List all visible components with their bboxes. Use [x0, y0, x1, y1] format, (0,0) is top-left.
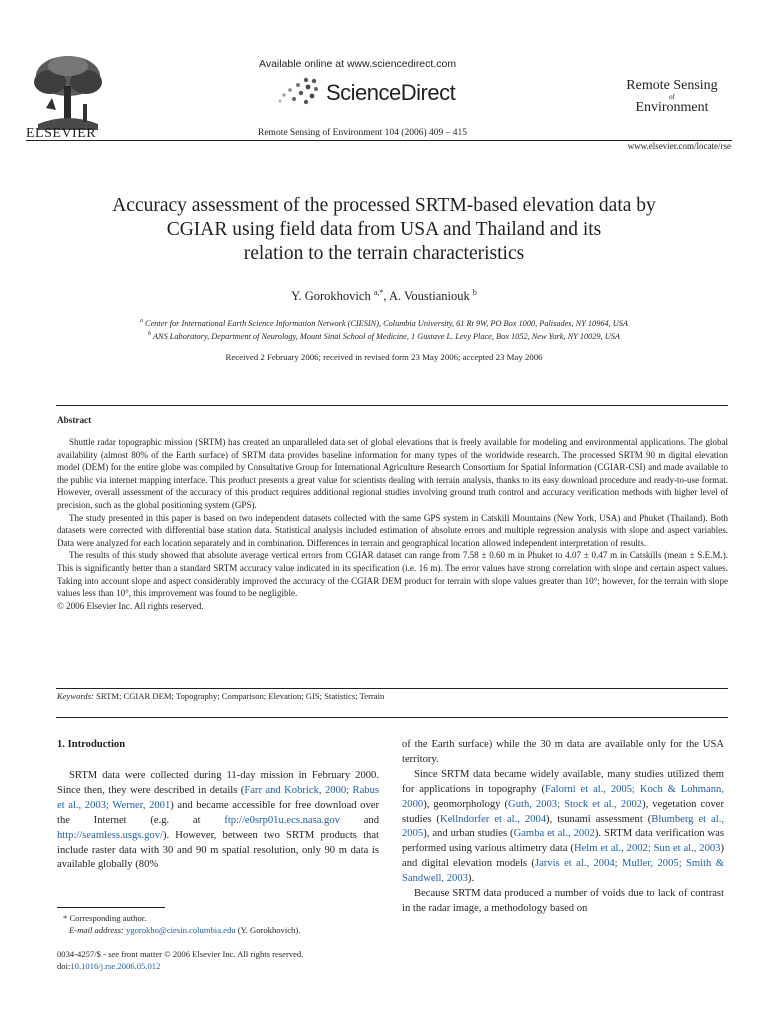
keywords-bottom-divider: [56, 717, 728, 718]
citation-link[interactable]: Farr and Kobrick, 2000; Rabus et al., 2003; Werner, 2001: [57, 784, 379, 811]
title-line: relation to the terrain characteristics: [243, 243, 525, 264]
footnote: [57, 912, 387, 936]
issn-line: 0034-4257/$ - see front matter © 2006 Elsevier Inc. All rights reserved.: [57, 949, 304, 959]
journal-logo-line2: Environment: [635, 100, 709, 115]
email-link[interactable]: ygorokho@ciesin.columbia.edu: [125, 925, 236, 935]
author-list: [60, 288, 708, 304]
affiliation-marker: a: [139, 318, 143, 324]
abstract-paragraph: The results of this study showed that absolute average vertical errors from CGIAR dataset can range from 7.58 ± 0.60 m in Phuket to 4.07 ± 0.47 m in Catskills (mean ± S.E.M.). This is significantly better than a standard SRTM accuracy value indicated in its specification (i.e. 16 m). The error values have strong correlation with slope and certain aspect values. Taking into account slope and aspect considerably improved the accuracy of the CGIAR DEM product for terrain with slope values greater than 10°; however, for the terrain with slope values less than 10°, this improvement was found to be negligible.: [57, 550, 728, 599]
title-line: CGIAR using field data from USA and Thailand and its: [166, 219, 602, 240]
email-owner: (Y. Gorokhovich).: [235, 925, 301, 935]
header-divider: [26, 140, 732, 141]
doi-link[interactable]: 10.1016/j.rse.2006.05.012: [70, 961, 161, 971]
footnote-corresponding: Corresponding author.: [67, 913, 147, 923]
abstract-paragraph: The study presented in this paper is based on two independent datasets collected with the same GPS system in Catskill Mountains (New York, USA) and Phuket (Thailand). Both datasets were corrected with differential base station data. Statistical analysis included estimation of absolute errors and multiple regression analysis with slope and aspect variables. Data were analyzed for each location separately and in combination. Differences in terrain and geographical location allowed independent interpretation of results.: [57, 512, 728, 548]
journal-citation: Remote Sensing of Environment 104 (2006) 409 – 415: [258, 128, 467, 138]
article-title: [60, 194, 708, 266]
intro-paragraph: Because SRTM data produced a number of voids due to lack of contrast in the radar image, a methodology based on: [402, 888, 724, 914]
affiliation-text: Center for International Earth Science Information Network (CIESIN), Columbia University, 61 Rt 9W, PO Box 1000, Palisades, NY 10964, USA: [142, 318, 629, 328]
keywords-label: Keywords:: [57, 691, 94, 701]
abstract-top-divider: [56, 405, 728, 406]
citation-link[interactable]: Blumberg et al., 2005: [402, 813, 725, 840]
available-online-text: Available online at www.sciencedirect.com: [259, 58, 457, 70]
footnote-divider: [57, 907, 165, 908]
citation-link[interactable]: Jarvis et al., 2004; Muller, 2005; Smith & Sandwell, 2003: [402, 858, 725, 885]
keywords: [57, 691, 384, 701]
author-separator: ,: [383, 289, 389, 304]
journal-url: www.elsevier.com/locate/rse: [627, 141, 731, 151]
journal-logo-line1: Remote Sensing: [626, 78, 718, 93]
affiliation-a: [50, 316, 718, 329]
citation-link[interactable]: Kellndorfer et al., 2004: [439, 813, 547, 825]
right-column: [402, 738, 724, 917]
title-line: Accuracy assessment of the processed SRTM-based elevation data by: [112, 195, 656, 216]
citation-link[interactable]: Gamba et al., 2002: [513, 828, 595, 840]
email-label: E-mail address:: [69, 925, 124, 935]
keywords-divider: [56, 688, 728, 689]
author-superscript[interactable]: a,*: [373, 288, 384, 297]
citation-link[interactable]: Guth, 2003; Stock et al., 2002: [508, 798, 643, 810]
affiliation-text: ANS Laboratory, Department of Neurology, Mount Sinai School of Medicine, 1 Gustave L. Levy Place, Box 1052, New York, NY 10029, USA: [151, 331, 620, 341]
intro-paragraph: of the Earth surface) while the 30 m data are available only for the USA territory.: [402, 739, 724, 765]
footnote-star: *: [63, 913, 68, 923]
usgs-link[interactable]: http://seamless.usgs.gov/: [57, 829, 163, 841]
citation-link[interactable]: Helm et al., 2002; Sun et al., 2003: [573, 843, 721, 855]
sciencedirect-dots-icon: [276, 76, 320, 106]
intro-paragraph: Since SRTM data became widely available, many studies utilized them for applications in topography (Falorni et al., 2005; Koch & Lohmann, 2000), geomorphology (Guth, 2003; Stock et al., 2002), vegetation cover studies (Kellndorfer et al., 2004), tsunami assessment (Blumberg et al., 2005), and urban studies (Gamba et al., 2002). SRTM data verification was performed using various altimetry data (Helm et al., 2002; Sun et al., 2003) and digital elevation models (Jarvis et al., 2004; Muller, 2005; Smith & Sandwell, 2003).: [402, 768, 725, 885]
affiliations: [50, 316, 718, 342]
sciencedirect-wordmark: ScienceDirect: [326, 80, 456, 105]
affiliation-marker: b: [148, 330, 152, 337]
citation-link[interactable]: Falorni et al., 2005; Koch & Lohmann, 2000: [402, 783, 724, 810]
author-superscript[interactable]: b: [472, 288, 477, 297]
section-heading: 1. Introduction: [57, 739, 126, 750]
publisher-name: ELSEVIER: [26, 126, 97, 141]
received-dates: Received 2 February 2006; received in revised form 23 May 2006; accepted 23 May 2006: [225, 352, 543, 362]
abstract-copyright: © 2006 Elsevier Inc. All rights reserved.: [57, 600, 204, 611]
author-name: Y. Gorokhovich: [291, 289, 374, 304]
abstract-body: [57, 436, 728, 612]
journal-logo: [612, 79, 732, 115]
abstract-paragraph: Shuttle radar topographic mission (SRTM) has created an unparalleled data set of global elevations that is freely available for modeling and environmental applications. The global availability (almost 80% of the Earth surface) of SRTM data provides baseline information for many types of the worldwide research. The processed SRTM 90 m digital elevation model (DEM) for the entire globe was compiled by Consultative Group for International Agriculture Research Consortium for Spatial Information (CGIAR-CSI) and made available to the public via internet mapping interface. This product presents a great value for scientists dealing with terrain analysis, thanks to its easy download procedure and ready-to-use format. However, overall assessment of the accuracy of this product requires additional regional studies involving ground truth control and accuracy verification methods with higher level of precision, such as the global positioning system (GPS).: [57, 437, 728, 510]
journal-logo-of: of: [669, 93, 675, 101]
keywords-text: SRTM; CGIAR DEM; Topography; Comparison; Elevation; GIS; Statistics; Terrain: [93, 691, 385, 701]
elsevier-tree-logo-icon: [28, 46, 108, 138]
intro-paragraph: SRTM data were collected during 11-day mission in February 2000. Since then, they were described in details (Farr and Kobrick, 2000; Rabus et al., 2003; Werner, 2001) and became accessible for free download over the Internet (e.g. at ftp://e0srp01u.ecs.nasa.gov and http://seamless.usgs.gov/). However, between two SRTM products that include raster data with 30 and 90 m spatial resolution, only 90 m data is available globally (80%: [57, 770, 379, 871]
front-matter: [57, 948, 387, 972]
doi-label: doi:: [57, 961, 71, 971]
abstract-heading: Abstract: [57, 415, 92, 425]
ftp-link[interactable]: ftp://e0srp01u.ecs.nasa.gov: [224, 814, 340, 826]
author-name: A. Voustianiouk: [388, 289, 473, 304]
affiliation-b: [50, 329, 718, 342]
left-column: [57, 769, 379, 873]
